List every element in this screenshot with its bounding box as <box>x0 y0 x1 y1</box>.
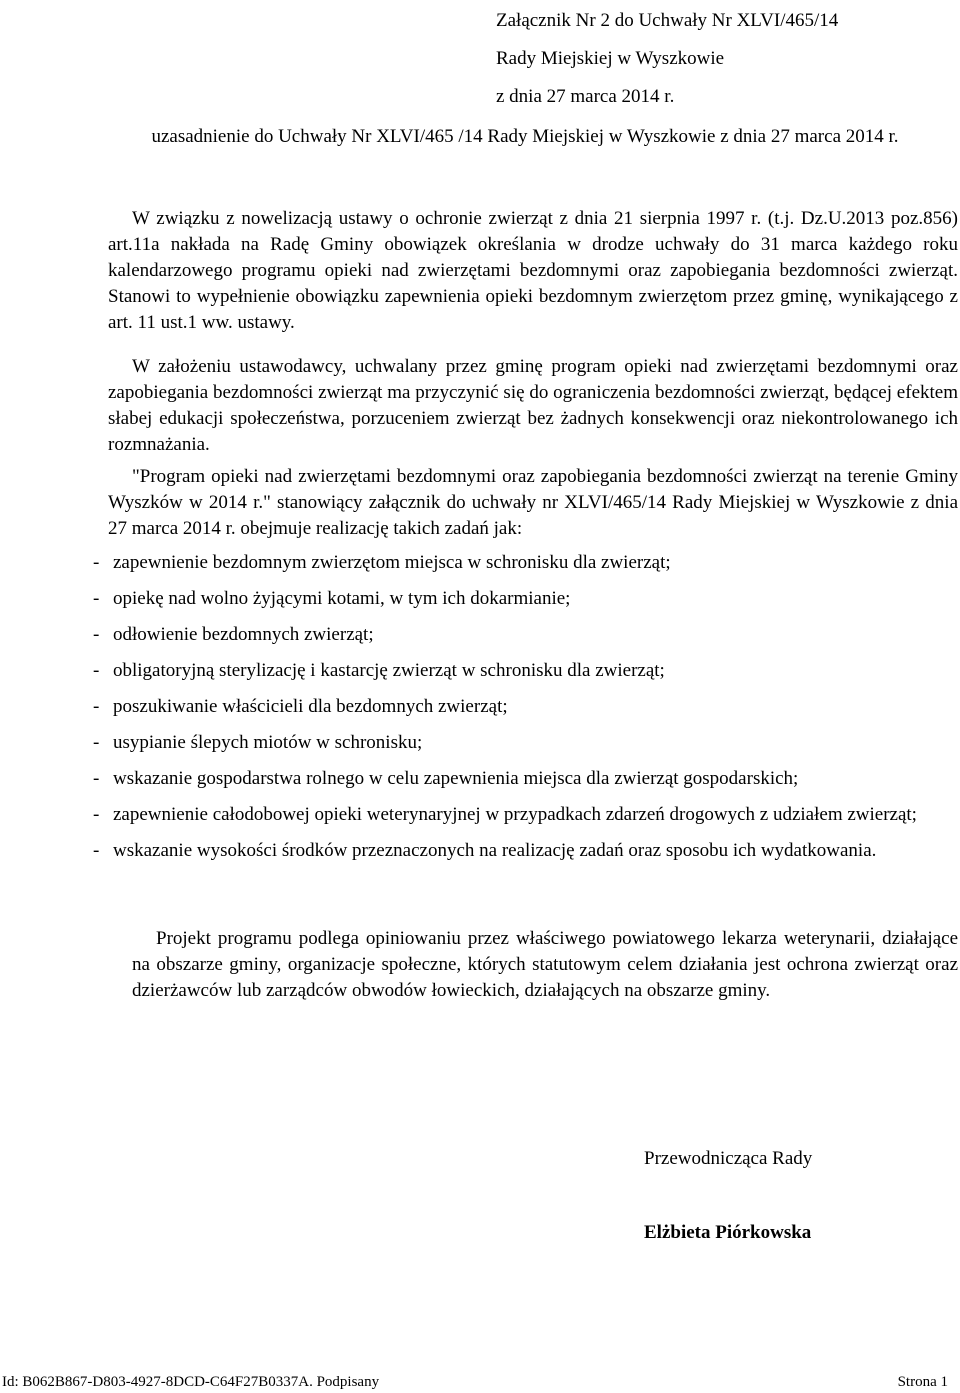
list-item-text: poszukiwanie właścicieli dla bezdomnych zwierząt; <box>113 696 508 717</box>
list-item-text: obligatoryjną sterylizację i kastarcję zwierząt w schronisku dla zwierząt; <box>113 660 665 681</box>
list-item <box>93 550 959 576</box>
list-item <box>93 802 959 828</box>
list-dash: - <box>93 552 100 573</box>
list-item-text: wskazanie wysokości środków przeznaczonych na realizację zadań oraz sposobu ich wydatkowania. <box>113 840 877 861</box>
list-item <box>93 730 959 756</box>
list-dash: - <box>93 660 100 681</box>
header-line-3: z dnia 27 marca 2014 r. <box>496 86 675 107</box>
list-dash: - <box>93 840 100 861</box>
paragraph-opinion: Projekt programu podlega opiniowaniu przez właściwego powiatowego lekarza weterynarii, działające na obszarze gminy, organizacje społeczne, których statutowym celem działania jest ochrona zwierząt oraz dzierżawców lub zarządców obwodów łowieckich, działających na obszarze gminy. <box>132 928 958 1001</box>
paragraph-program-scope: "Program opieki nad zwierzętami bezdomnymi oraz zapobiegania bezdomności zwierząt na terenie Gminy Wyszków w 2014 r." stanowiący załącznik do uchwały nr XLVI/465/14 Rady Miejskiej w Wyszkowie z dnia 27 marca 2014 r. obejmuje realizację takich zadań jak: <box>108 466 958 539</box>
list-item-text: opiekę nad wolno żyjącymi kotami, w tym ich dokarmianie; <box>113 588 571 609</box>
list-dash: - <box>93 588 100 609</box>
list-dash: - <box>93 768 100 789</box>
signature-role: Przewodnicząca Rady <box>644 1148 813 1169</box>
header-line-1: Załącznik Nr 2 do Uchwały Nr XLVI/465/14 <box>496 10 839 31</box>
list-dash: - <box>93 624 100 645</box>
attachment-header <box>496 2 838 116</box>
list-item <box>93 838 959 864</box>
paragraph-legislator-intent: W założeniu ustawodawcy, uchwalany przez gminę program opieki nad zwierzętami bezdomnymi oraz zapobiegania bezdomności zwierząt ma przyczynić się do ograniczenia bezdomności zwierząt, będącej efektem słabej edukacji społeczeństwa, porzuceniem zwierząt bez żadnych konsekwencji oraz niekontrolowanego ich rozmnażania. <box>108 356 958 455</box>
task-list <box>93 550 959 874</box>
list-dash: - <box>93 804 100 825</box>
list-item-text: wskazanie gospodarstwa rolnego w celu zapewnienia miejsca dla zwierząt gospodarskich; <box>113 768 799 789</box>
footer-page-number: Strona 1 <box>897 1374 948 1390</box>
list-item-text: usypianie ślepych miotów w schronisku; <box>113 732 423 753</box>
list-item <box>93 586 959 612</box>
list-item <box>93 658 959 684</box>
list-item <box>93 766 959 792</box>
document-title: uzasadnienie do Uchwały Nr XLVI/465 /14 Rady Miejskiej w Wyszkowie z dnia 27 marca 2014 r. <box>151 126 899 147</box>
list-item <box>93 694 959 720</box>
list-item-text: zapewnienie bezdomnym zwierzętom miejsca w schronisku dla zwierząt; <box>113 552 671 573</box>
list-item-text: odłowienie bezdomnych zwierząt; <box>113 624 374 645</box>
paragraph-legal-basis: W związku z nowelizacją ustawy o ochronie zwierząt z dnia 21 sierpnia 1997 r. (t.j. Dz.U.2013 poz.856) art.11a nakłada na Radę Gminy obowiązek określania w drodze uchwały do 31 marca każdego roku kalendarzowego programu opieki nad zwierzętami bezdomnymi oraz zapobiegania bezdomności zwierząt. Stanowi to wypełnienie obowiązku zapewnienia opieki bezdomnym zwierzętom przez gminę, wynikającego z art. 11 ust.1 ww. ustawy. <box>108 208 958 333</box>
list-item-text: zapewnienie całodobowej opieki weterynaryjnej w przypadkach zdarzeń drogowych z udziałem zwierząt; <box>113 804 917 825</box>
list-dash: - <box>93 732 100 753</box>
header-line-2: Rady Miejskiej w Wyszkowie <box>496 48 725 69</box>
list-dash: - <box>93 696 100 717</box>
footer-document-id: Id: B062B867-D803-4927-8DCD-C64F27B0337A. Podpisany <box>2 1374 380 1390</box>
list-item <box>93 622 959 648</box>
signature-name: Elżbieta Piórkowska <box>644 1222 812 1243</box>
